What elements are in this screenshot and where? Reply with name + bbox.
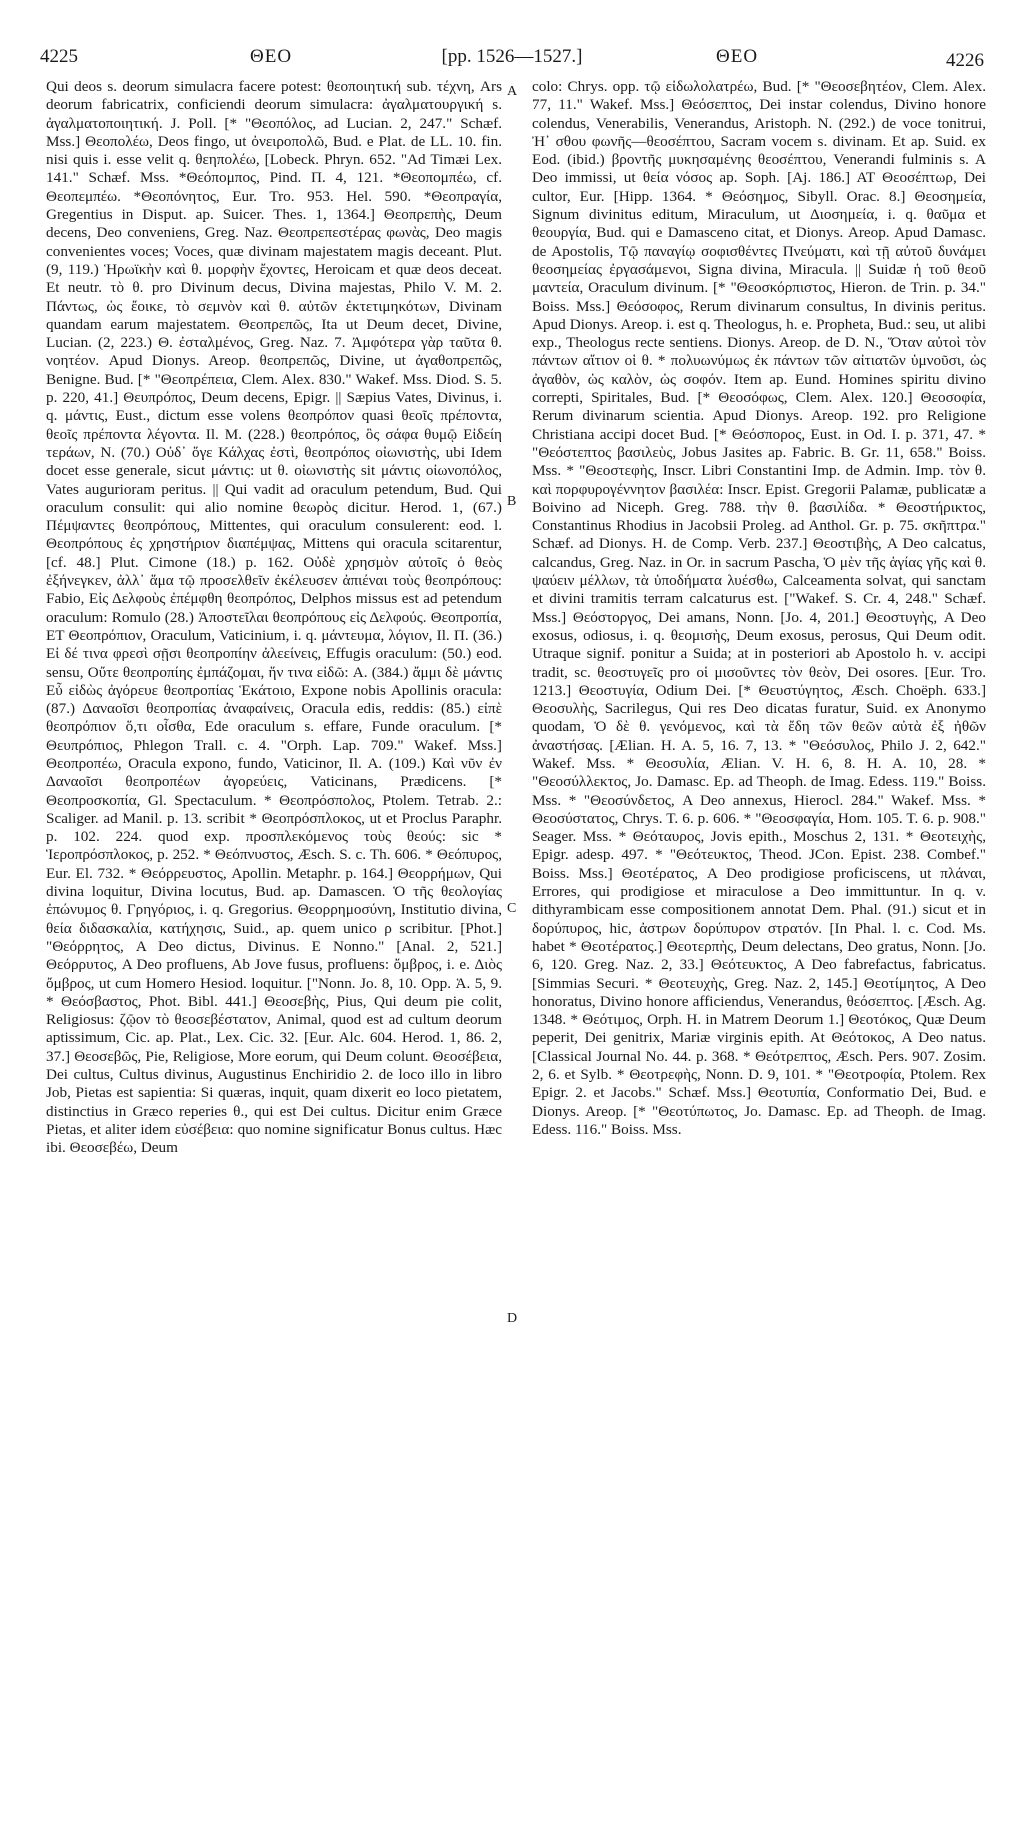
page-number-right: 4226: [946, 50, 984, 71]
section-marker-d: D: [507, 1311, 518, 1326]
catchword-right: ΘΕΟ: [716, 46, 759, 67]
left-column: [46, 78, 502, 1158]
right-column: [532, 78, 986, 1139]
right-column-text: colo: Chrys. opp. τῷ εἰδωλολατρέω, Bud. [* "Θεοσεβητέον, Clem. Alex. 77, 11." Wakef. Mss.] Θεόσεπτος, Dei instar colendus, Divino honore colendus, Venerabilis, Venerandus, Aristoph. N. (292.) de voce tonitrui, Ἠ᾽ σθου φωνῆς—θεοσέπτου, Sacram vocem s. divinam. Et ap. Suid. ex Eod. (ibid.) βροντῆς μυκησαμένης θεοσέπτου, Venerandi fulminis s. A Deo immissi, ut θεία νόσος ap. Soph. [Aj. 186.] AT Θεοσέπτωρ, Dei cultor, Eur. [Hipp. 1364. * Θεόσημος, Sibyll. Orac. 8.] Θεοσημεία, Signum divinitus editum, Miraculum, ut Διοσημεία, i. q. θαῦμα et θεουργία, Bud. qui e Damasceno citat, et Dionys. Areop. Apud Damasc. de Apostolis, Τῷ παναγίῳ σοφισθέντες Πνεύματι, καὶ τῇ αὐτοῦ δυνάμει θεοσημείας ἐργασάμενοι, Signa divina, Miracula. || Suidæ ἡ τοῦ θεοῦ μαντεία, Oraculum divinum. [* "Θεοσκόρπιστος, Hieron. de Trin. p. 34." Boiss. Mss.] Θεόσοφος, Rerum divinarum consultus, In divinis peritus. Apud Dionys. Areop. i. est q. Theologus, h. e. Propheta, Bud.: seu, ut alibi exp., Theologus recte sentiens. Dionys. Areop. de D. N., Ὅταν αὐτοὶ τὸν πάντων αἴτιον οἱ θ. * πολυωνύμως ἐκ πάντων τῶν αἰτιατῶν ὑμνοῦσι, ὡς ἀγαθὸν, ὡς καλὸν, ὡς σοφόν. Item ap. Eund. Homines spiritu divino correpti, Spiritales, Bud. [* Θεοσόφως, Clem. Alex. 120.] Θεοσοφία, Rerum divinarum scientia. Apud Dionys. Areop. 192. pro Religione Christiana accipi docet Bud. [* Θεόσπορος, Eust. in Od. I. p. 371, 47. * "Θεόστεπτος βασιλεὺς, Jobus Jasites ap. Fabric. B. Gr. 11, 658." Boiss. Mss. * "Θεοστεφὴς, Inscr. Libri Constantini Imp. de Admin. Imp. τὸν θ. καὶ πορφυρογέννητον βασιλέα: Inscr. Epist. Gregorii Palamæ, publicatæ a Boivino ad Niceph. Greg. 788. τὴν θ. βασιλίδα. * Θεοστήρικτος, Constantinus Rhodius in Jacobsii Proleg. ad Anthol. Gr. p. 75. σκῆπτρα." Schæf. ad Dionys. H. de Comp. Verb. 237.] Θεοστιβὴς, A Deo calcatus, calcandus, Greg. Naz. in Or. in sacrum Pascha, Ὁ μὲν τῆς ἁγίας γῆς καὶ θ. ψαύειν μέλλων, τὰ ὑποδήματα λυέσθω, Calceamenta solvat, qui sanctam et divini tramitis terram calcaturus est. ["Wakef. S. Cr. 4, 248." Schæf. Mss.] Θεόστοργος, Dei amans, Nonn. [Jo. 4, 201.] Θεοστυγὴς, A Deo exosus, odiosus, i. q. θεομισὴς, Deum exosus, perosus, Qui Deum odit. Utraque signif. ponitur a Suida; at in posteriori ab Apostolo h. v. accipi tradit, sc. θεοστυγεῖς pro οἱ μισοῦντες τὸν θεὸν, Dei osores. [Eur. Tro. 1213.] Θεοστυγία, Odium Dei. [* Θευστύγητος, Æsch. Choëph. 633.] Θεοσυλὴς, Sacrilegus, Qui res Deo dicatas furatur, Suid. ex Anonymo quodam, Ὁ δὲ θ. γενόμενος, καὶ τὰ ἔδη τῶν θεῶν αὐτὰ ἐξ ἠθῶν ἀναστήσας. [Ælian. H. A. 5, 16. 7, 13. * "Θεόσυλος, Philo J. 2, 642." Wakef. Mss. * Θεοσυλία, Ælian. V. H. 6, 8. H. A. 10, 28. * "Θεοσύλλεκτος, Jo. Damasc. Ep. ad Theoph. de Imag. Edess. 119." Boiss. Mss. * "Θεοσύνδετος, A Deo annexus, Hierocl. 284." Wakef. Mss. * Θεοσύστατος, Chrys. T. 6. p. 606. * "Θεοσφαγία, Hom. 105. T. 6. p. 908." Seager. Mss. * Θεόταυρος, Jovis epith., Moschus 2, 131. * Θεοτειχὴς, Epigr. adesp. 497. * "Θεότευκτος, Theod. JCon. Epist. 238. Combef." Boiss. Mss.] Θεοτέρατος, A Deo prodigiose proficiscens, ut πλάναι, Errores, qui prodigiose et miraculose a Deo immittuntur. In q. v. dithyrambicam esse compositionem annotat Dem. Phal. (91.) sicut et in δορύπυρος, hic, ἀστρων δορύπυρον στρατόν. [In Phal. l. c. Cod. Ms. habet * Θεοτέρατος.] Θεοτερπὴς, Deum delectans, Deo gratus, Nonn. [Jo. 6, 120. Greg. Naz. 2, 33.] Θεότευκτος, A Deo fabrefactus, fabricatus. [Simmias Securi. * Θεοτευχὴς, Greg. Naz. 2, 145.] Θεοτίμητος, A Deo honoratus, Divino honore afficiendus, Venerandus, θεόσεπτος. [Æsch. Ag. 1348. * Θεότιμος, Orph. H. in Matrem Deorum 1.] Θεοτόκος, Quæ Deum peperit, Dei genitrix, Mariæ virginis epith. At Θεότοκος, A Deo natus. [Classical Journal No. 44. p. 368. * Θεότρεπτος, Æsch. Pers. 907. Zosim. 2, 6. et Sylb. * Θεοτρεφὴς, Nonn. D. 9, 101. * "Θεοτροφία, Ptolem. Rex Epigr. 2. et Jacobs." Schæf. Mss.] Θεοτυπία, Conformatio Dei, Bud. e Dionys. Areop. [* "Θεοτύπωτος, Jo. Damasc. Ep. ad Theoph. de Imag. Edess. 116." Boiss. Mss.: [532, 78, 986, 1138]
section-marker-c: C: [507, 901, 517, 916]
running-header: [40, 46, 984, 76]
section-marker-b: B: [507, 494, 517, 509]
section-marker-a: A: [507, 84, 518, 99]
page-range: [pp. 1526—1527.]: [441, 46, 583, 67]
left-column-text: Qui deos s. deorum simulacra facere potest: θεοποιητική sub. τέχνη, Ars deorum fabricatrix, conficiendi deorum simulacra: ἀγαλματουργική s. ἀγαλματοποιητική. J. Poll. [* "Θεοπόλος, ad Lucian. 2, 247." Schæf. Mss.] Θεοπολέω, Deos fingo, ut ὀνειροπολῶ, Bud. e Plat. de LL. 10. fin. nisi quis i. esse velit q. θεηπολέω, [Lobeck. Phryn. 652. "Ad Timæi Lex. 141." Schæf. Mss. *Θεόπομπος, Pind. Π. 4, 121. *Θεοπομπέω, cf. Θεοπεμπέω. *Θεοπόνητος, Eur. Tro. 953. Hel. 590. *Θεοπραγία, Gregentius in Disput. ap. Suicer. Thes. 1, 1364.] Θεοπρεπὴς, Deum decens, Deo conveniens, Greg. Naz. Θεοπρεπεστέρας φωνὰς, Deo magis convenientes voces; Voces, quæ divinam majestatem magis deceant. Plut. (9, 119.) Ἡρωϊκὴν καὶ θ. μορφὴν ἔχοντες, Heroicam et quæ deos deceat. Et neutr. τὸ θ. pro Divinum decus, Divina majestas, Philo V. M. 2. Πάντως, ὡς ἔοικε, τὸ σεμνὸν καὶ θ. αὐτῶν ἐκτετιμηκότων, Divinam quandam earum majestatem. Θεοπρεπῶς, Ita ut Deum decet, Divine, Lucian. (2, 223.) Θ. ἐσταλμένος, Greg. Naz. 7. Ἀμφότερα γὰρ ταῦτα θ. νοητέον. Apud Dionys. Areop. θεοπρεπῶς, Divine, ut ἀγαθοπρεπῶς, Benigne. Bud. [* "Θεοπρέπεια, Clem. Alex. 830." Wakef. Mss. Diod. S. 5. p. 220, 41.] Θευπρόπος, Deum decens, Epigr. || Sæpius Vates, Divinus, i. q. μάντις, Eust., dictum esse volens θεοπρόπον quasi θεοῖς πρέποντα, θεοῖς πρέποντα λέγοντα. Il. M. (228.) θεοπρόπος, ὃς σάφα θυμῷ Εἰδείη τεράων, N. (70.) Οὐδ᾽ ὅγε Κάλχας ἐστὶ, θεοπρόπος οἰωνιστὴς, ubi Idem docet esse generale, sicut μάντις: ut θ. οἰωνιστὴς sit μάντις οἰωνοπόλος, Vates augurioram peritus. || Qui vadit ad oraculum petendum, Bud. Qui oraculum consulit: qui alio nomine θεωρὸς dicitur. Herod. 1, (67.) Πέμψαντες θεοπρόπους, Mittentes, qui oraculum consulerent: eod. l. Θεοπρόπους ἐς χρηστήριον διαπέμψας, Mittens qui oracula scitarentur, [cf. 48.] Plut. Cimone (18.) p. 162. Οὐδὲ χρησμὸν αὐτοῖς ὁ θεὸς ἐξήνεγκεν, ἀλλ᾽ ἅμα τῷ προσελθεῖν ἐκέλευσεν ἀπιέναι τοὺς θεοπρόπους: Fabio, Εἰς Δελφοὺς ἐπέμφθη θεοπρόπος, Delphos missus est ad petendum oraculum: Romulo (28.) Ἀποστεῖλαι θεοπρόπους εἰς Δελφούς. Θεοπροπία, ET Θεοπρόπιον, Oraculum, Vaticinium, i. q. μάντευμα, λόγιον, Il. Π. (36.) Εἰ δέ τινα φρεσὶ σῇσι θεοπροπίην ἀλεείνεις, Effugis oraculum: (50.) eod. sensu, Οὔτε θεοπροπίης ἐμπάζομαι, ἥν τινα εἰδῶ: A. (384.) ἄμμι δὲ μάντις Εὖ εἰδὼς ἀγόρευε θεοπροπίας Ἑκάτοιο, Expone nobis Apollinis oracula: (87.) Δαναοῖσι θεοπροπίας ἀναφαίνεις, Oracula edis, reddis: (85.) εἰπὲ θεοπρόπιον ὅ,τι οἶσθα, Ede oraculum s. effare, Funde oraculum. [* Θευπρόπιος, Phlegon Trall. c. 4. "Orph. Lap. 709." Wakef. Mss.] Θεοπροπέω, Oracula expono, fundo, Vaticinor, Il. A. (109.) Καὶ νῦν ἐν Δαναοῖσι θεοπροπέων ἀγορεύεις, Vaticinans, Prædicens. [* Θεοπροσκοπία, Gl. Spectaculum. * Θεοπρόσπολος, Ptolem. Tetrab. 2.: Scaliger. ad Manil. p. 13. scribit * Θεοπρόσπλοκος, ut et Proclus Paraphr. p. 102. 224. quod exp. προσπλεκόμενος τοὺς θεούς: sic * Ἱεροπρόσπλοκος, p. 252. * Θεόπνυστος, Æsch. S. c. Th. 606. * Θεόπυρος, Eur. El. 732. * Θεόρρευστος, Apollin. Metaphr. p. 164.] Θεορρήμων, Qui divina loquitur, Divina locutus, Bud. ap. Damascen. Ὁ τῆς θεολογίας ἐπώνυμος θ. Γρηγόριος, i. q. Gregorius. Θεορρημοσύνη, Institutio divina, θεία διδασκαλία, κατήχησις, Suid., ap. quem unico ρ scribitur. [Phot.] "Θεόρρητος, A Deo dictus, Divinus. E Nonno." [Anal. 2, 521.] Θεόρρυτος, A Deo profluens, Ab Jove fusus, profluens: ὄμβρος, i. e. Διὸς ὄμβρος, ut cum Homero Hesiod. loquitur. ["Nonn. Jo. 8, 10. Opp. Ἁ. 5, 9. * Θεόσβαστος, Phot. Bibl. 441.] Θεοσεβὴς, Pius, Qui deum pie colit, Religiosus: ζῷον τὸ θεοσεβέστατον, Animal, quod est ad cultum deorum aptissimum, Cic. ap. Plat., Lex. Cic. 32. [Eur. Alc. 604. Herod. 1, 86. 2, 37.] Θεοσεβῶς, Pie, Religiose, More eorum, qui Deum colunt. Θεοσέβεια, Dei cultus, Cultus divinus, Augustinus Enchiridio 2. de loco illo in libro Job, Pietas est sapientia: Si quæras, inquit, quam dixerit eo loco pietatem, distinctius in Græco reperies θ., qui est Dei cultus. Dicitur enim Græce Pietas, et aliter idem εὐσέβεια: quo nomine significatur Bonus cultus. Hæc ibi. Θεοσεβέω, Deum: [46, 78, 502, 1157]
catchword-left: ΘΕΟ: [250, 46, 293, 67]
page-number-left: 4225: [40, 46, 78, 67]
